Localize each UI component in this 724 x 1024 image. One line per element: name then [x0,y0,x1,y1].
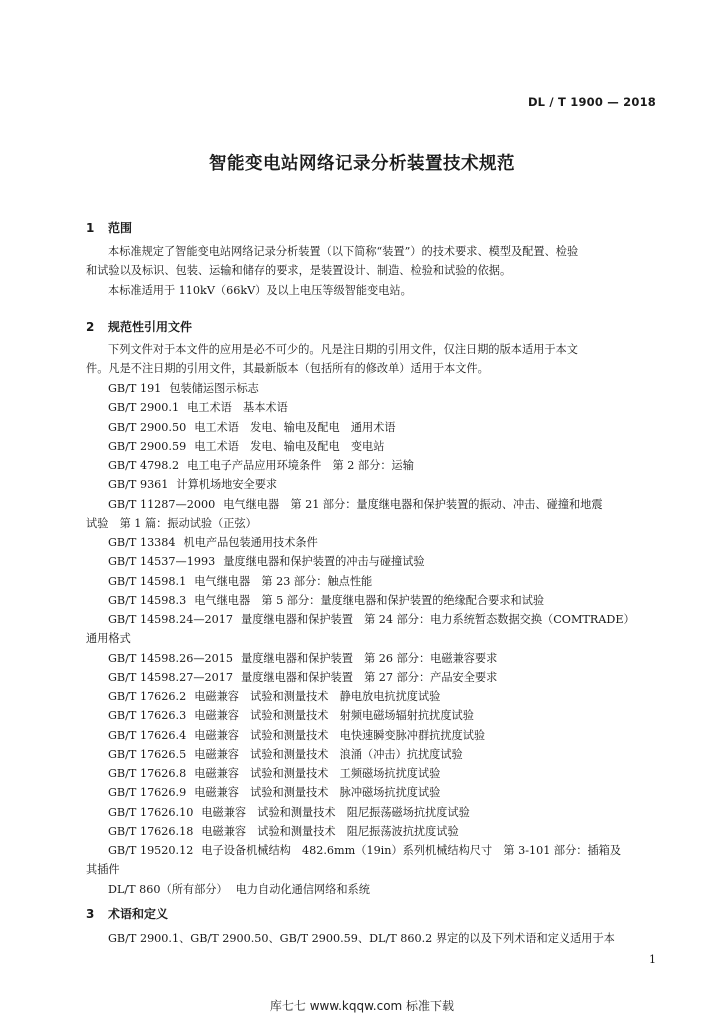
reference-code: GB/T 2900.59 [108,439,187,453]
reference-item [108,727,485,745]
reference-title: 电气继电器 第 5 部分：量度继电器和保护装置的绝缘配合要求和试验 [194,593,545,607]
watermark-footer: 库七七 www.kqqw.com 标准下载 [269,999,455,1013]
reference-item [108,669,497,687]
reference-title: 电磁兼容 试验和测量技术 脉冲磁场抗扰度试验 [194,786,441,800]
reference-item [108,553,425,571]
section-title: 范围 [108,221,133,235]
section-title: 规范性引用文件 [108,320,193,334]
reference-code: GB/T 14598.3 [108,593,187,607]
reference-title: 量度继电器和保护装置的冲击与碰撞试验 [223,555,425,569]
reference-code: GB/T 11287—2000 [108,497,216,511]
reference-item [108,380,259,398]
reference-item [108,823,459,841]
reference-item [108,784,440,802]
standard-code-header: DL / T 1900 — 2018 [527,95,656,109]
reference-code: GB/T 19520.12 [108,844,194,857]
reference-item [108,746,463,764]
reference-code: GB/T 14598.26—2015 [108,651,233,665]
reference-item [108,573,372,591]
reference-code: GB/T 14598.1 [108,574,187,588]
reference-title: 量度继电器和保护装置 第 26 部分：电磁兼容要求 [241,651,498,665]
reference-item [86,515,257,533]
reference-code: GB/T 2900.1 [108,401,180,415]
reference-title: 包装储运图示标志 [169,382,259,395]
reference-title: 机电产品包装通用技术条件 [183,536,318,549]
reference-title: 量度继电器和保护装置 第 24 部分：电力系统暂态数据交换（COMTRADE） [241,613,635,626]
reference-item [108,765,440,783]
reference-item [108,707,474,725]
reference-item [108,592,544,610]
paragraph-line: 本标准规定了智能变电站网络记录分析装置（以下简称“装置”）的技术要求、模型及配置、检验 [108,245,579,258]
reference-title: 电气继电器 第 21 部分：量度继电器和保护装置的振动、冲击、碰撞和地震 [223,497,603,511]
section-number: 2 [86,320,95,334]
reference-title: 电磁兼容 试验和测量技术 电快速瞬变脉冲群抗扰度试验 [194,728,486,742]
reference-code: GB/T 17626.8 [108,767,187,780]
reference-item [86,630,131,648]
reference-code: GB/T 14598.27—2017 [108,670,233,684]
section-title: 术语和定义 [108,907,169,921]
reference-item [108,842,621,860]
reference-title: 电工术语 发电、输电及配电 通用术语 [194,420,396,434]
paragraph-line: GB/T 2900.1、GB/T 2900.50、GB/T 2900.59、DL/T 860.2 界定的以及下列术语和定义适用于本 [108,932,615,945]
reference-title: 电力自动化通信网络和系统 [235,882,370,896]
reference-title: 电工电子产品应用环境条件 第 2 部分：运输 [187,459,414,472]
reference-title: 量度继电器和保护装置 第 27 部分：产品安全要求 [241,670,498,684]
reference-title: 电磁兼容 试验和测量技术 阻尼振荡磁场抗扰度试验 [201,805,470,819]
reference-code: GB/T 2900.50 [108,420,187,434]
reference-title: 电磁兼容 试验和测量技术 射频电磁场辐射抗扰度试验 [194,709,474,723]
paragraph-line: 下列文件对于本文件的应用是必不可少的。凡是注日期的引用文件，仅注日期的版本适用于本文 [108,343,578,356]
reference-code: GB/T 17626.10 [108,805,194,819]
reference-title: 电磁兼容 试验和测量技术 浪涌（冲击）抗扰度试验 [194,747,463,761]
reference-title: 电子设备机械结构 482.6mm（19in）系列机械结构尺寸 第 3-101 部分：插箱及 [201,844,622,857]
reference-title: 电磁兼容 试验和测量技术 静电放电抗扰度试验 [194,690,441,703]
reference-code: GB/T 17626.18 [108,824,194,838]
reference-code: GB/T 191 [108,382,162,395]
reference-item [108,476,277,494]
reference-item [108,457,414,475]
reference-item [108,611,635,629]
page-number: 1 [649,953,656,966]
reference-code: GB/T 17626.3 [108,709,187,723]
paragraph-line: 本标准适用于 110kV（66kV）及以上电压等级智能变电站。 [108,284,412,297]
paragraph-line: 和试验以及标识、包装、运输和储存的要求，是装置设计、制造、检验和试验的依据。 [86,264,512,277]
reference-title: 通用格式 [86,632,131,646]
reference-title: 电工术语 基本术语 [187,401,288,415]
reference-title: 其插件 [86,863,120,877]
reference-item [108,534,318,552]
reference-item [86,861,120,879]
section-3-heading [86,905,168,922]
reference-code: GB/T 17626.9 [108,786,187,800]
reference-item [108,438,384,456]
reference-title: 试验 第 1 篇：振动试验（正弦） [86,516,257,530]
section-number: 3 [86,907,95,921]
reference-code: DL/T 860（所有部分） [108,882,228,896]
reference-item [108,881,370,899]
reference-item [108,804,470,822]
reference-item [108,419,396,437]
reference-item [108,650,497,668]
reference-title: 电磁兼容 试验和测量技术 阻尼振荡波抗扰度试验 [201,824,459,838]
reference-code: GB/T 14537—1993 [108,555,216,569]
reference-title: 电磁兼容 试验和测量技术 工频磁场抗扰度试验 [194,767,441,780]
section-number: 1 [86,221,95,235]
section-2-heading [86,318,192,335]
reference-title: 计算机场地安全要求 [176,478,278,492]
reference-item [108,496,603,514]
reference-item [108,688,440,706]
reference-code: GB/T 17626.2 [108,690,187,703]
paragraph-line: 件。凡是不注日期的引用文件，其最新版本（包括所有的修改单）适用于本文件。 [86,362,489,375]
section-1-heading [86,219,132,236]
reference-title: 电工术语 发电、输电及配电 变电站 [194,439,385,453]
reference-code: GB/T 13384 [108,536,176,549]
reference-code: GB/T 9361 [108,478,169,492]
reference-code: GB/T 17626.4 [108,728,187,742]
reference-code: GB/T 4798.2 [108,459,180,472]
reference-code: GB/T 14598.24—2017 [108,613,233,626]
reference-title: 电气继电器 第 23 部分：触点性能 [194,574,373,588]
document-title: 智能变电站网络记录分析装置技术规范 [209,154,515,174]
reference-code: GB/T 17626.5 [108,747,187,761]
reference-item [108,399,288,417]
